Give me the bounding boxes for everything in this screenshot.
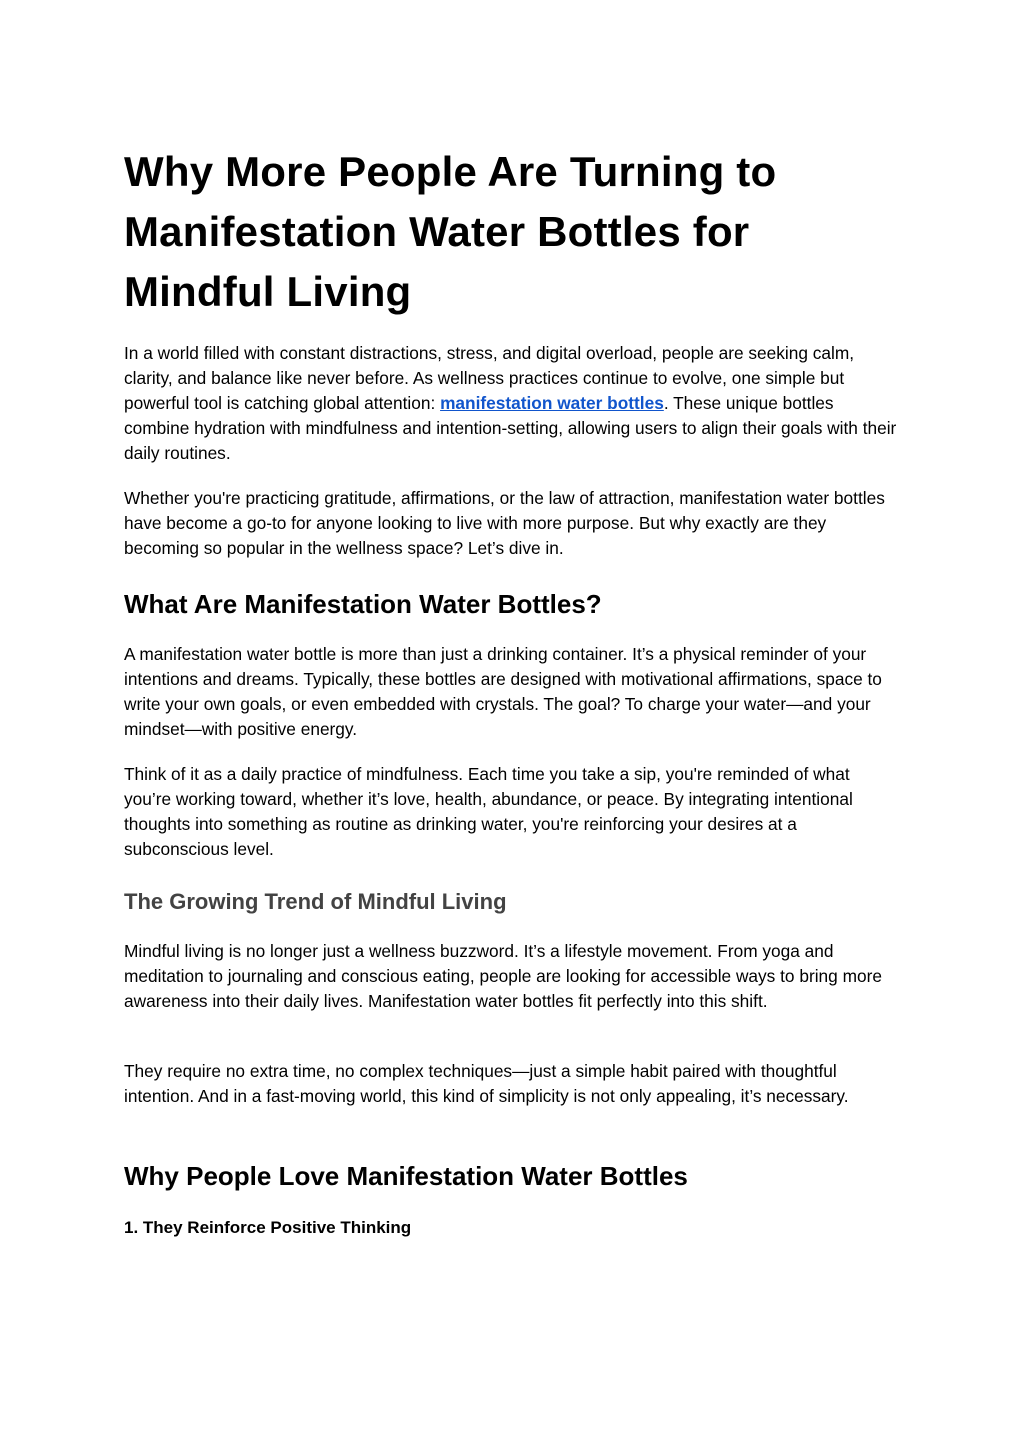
section1-paragraph-2: Think of it as a daily practice of mindfulness. Each time you take a sip, you're reminded of what you’re working toward, whether it’s love, health, abundance, or peace. By integrating intentional thoughts into something as routine as drinking water, you're reinforcing your desires at a subconscious level. bbox=[124, 764, 853, 859]
article-title: Why More People Are Turning to Manifestation Water Bottles for Mindful Living bbox=[124, 148, 777, 315]
intro-text-before-link: In a world filled with constant distractions, stress, and digital overload, people are seeking calm, clarity, and balance like never before. As wellness practices continue to evolve, one simple but powerful tool is catching global attention: bbox=[124, 343, 855, 413]
section-heading-why-people-love: Why People Love Manifestation Water Bottles bbox=[124, 1161, 688, 1191]
section2-paragraph-1: Mindful living is no longer just a wellness buzzword. It’s a lifestyle movement. From yoga and meditation to journaling and conscious eating, people are looking for accessible ways to bring more awareness into their daily lives. Manifestation water bottles fit perfectly into this shift. bbox=[124, 941, 882, 1011]
intro-paragraph bbox=[124, 341, 900, 466]
intro-text-after-link: . These unique bottles combine hydration with mindfulness and intention-setting, allowing users to align their goals with their daily routines. bbox=[124, 393, 897, 463]
manifestation-water-bottles-link[interactable]: manifestation water bottles bbox=[440, 393, 664, 413]
section-heading-what-are: What Are Manifestation Water Bottles? bbox=[124, 589, 602, 619]
list-heading-positive-thinking: 1. They Reinforce Positive Thinking bbox=[124, 1218, 412, 1237]
section2-paragraph-2: They require no extra time, no complex techniques—just a simple habit paired with thoughtful intention. And in a fast-moving world, this kind of simplicity is not only appealing, it’s necessary. bbox=[124, 1061, 849, 1106]
section1-paragraph-1: A manifestation water bottle is more than just a drinking container. It’s a physical reminder of your intentions and dreams. Typically, these bottles are designed with motivational affirmations, space to write your own goals, or even embedded with crystals. The goal? To charge your water—and your mindset—with positive energy. bbox=[124, 644, 882, 739]
subsection-heading-growing-trend: The Growing Trend of Mindful Living bbox=[124, 889, 507, 914]
intro-paragraph-2: Whether you're practicing gratitude, affirmations, or the law of attraction, manifestation water bottles have become a go-to for anyone looking to live with more purpose. But why exactly are they becoming so popular in the wellness space? Let’s dive in. bbox=[124, 488, 885, 558]
